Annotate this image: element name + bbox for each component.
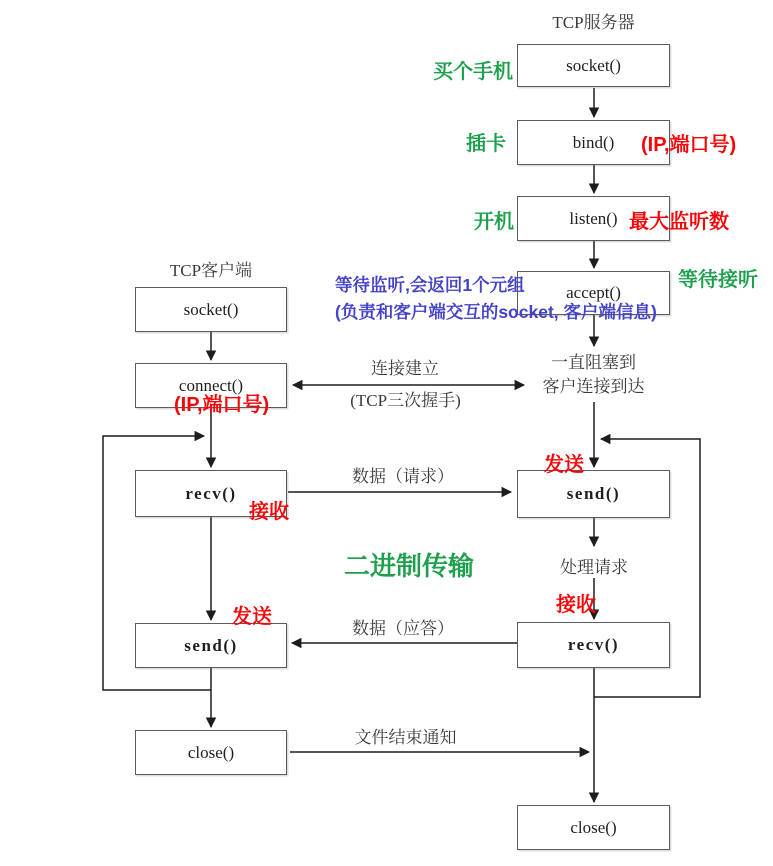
server-recv-box: recv(): [517, 622, 670, 668]
max-listen-annotation: 最大监听数: [629, 211, 729, 233]
data-request-label: 数据（请求）: [352, 467, 454, 486]
blocking-note-line1: 一直阻塞到: [551, 353, 636, 372]
server-recv-annotation: 接收: [556, 594, 596, 616]
client-send-box: send(): [135, 623, 287, 668]
power-on-annotation: 开机: [474, 211, 514, 233]
buy-phone-annotation: 买个手机: [433, 61, 513, 83]
client-send-annotation: 发送: [232, 606, 272, 628]
process-request-label: 处理请求: [560, 558, 628, 577]
accept-return-annotation: [335, 272, 657, 326]
accept-return-line1: 等待监听,会返回1个元组: [335, 275, 525, 295]
server-close-box: close(): [517, 805, 670, 850]
accept-return-line2: (负责和客户端交互的socket, 客户端信息): [335, 302, 657, 322]
client-close-box: close(): [135, 730, 287, 775]
server-send-box: send(): [517, 470, 670, 518]
client-column-title: TCP客户端: [169, 261, 253, 280]
binary-transfer-annotation: 二进制传输: [344, 551, 475, 581]
blocking-note: [513, 351, 674, 399]
server-bind-box: bind(): [517, 120, 670, 165]
client-socket-box: socket(): [135, 287, 287, 332]
server-send-annotation: 发送: [544, 454, 584, 476]
wait-answer-annotation: 等待接听: [678, 269, 758, 291]
client-recv-box: recv(): [135, 470, 287, 517]
server-socket-box: socket(): [517, 44, 670, 87]
server-column-title: TCP服务器: [552, 13, 635, 32]
server-accept-box: accept(): [517, 271, 670, 315]
connect-args-annotation: (IP,端口号): [174, 394, 270, 416]
eof-notice-label: 文件结束通知: [354, 728, 457, 747]
client-connect-box: connect(): [135, 363, 287, 408]
bind-args-annotation: (IP,端口号): [641, 134, 737, 156]
tcp-handshake-label: (TCP三次握手): [350, 391, 461, 410]
connection-established-label: 连接建立: [371, 359, 439, 378]
data-reply-label: 数据（应答）: [352, 619, 454, 638]
insert-card-annotation: 插卡: [466, 133, 506, 155]
client-recv-annotation: 接收: [249, 501, 289, 523]
server-listen-box: listen(): [517, 196, 670, 241]
blocking-note-line2: 客户连接到达: [542, 377, 645, 396]
